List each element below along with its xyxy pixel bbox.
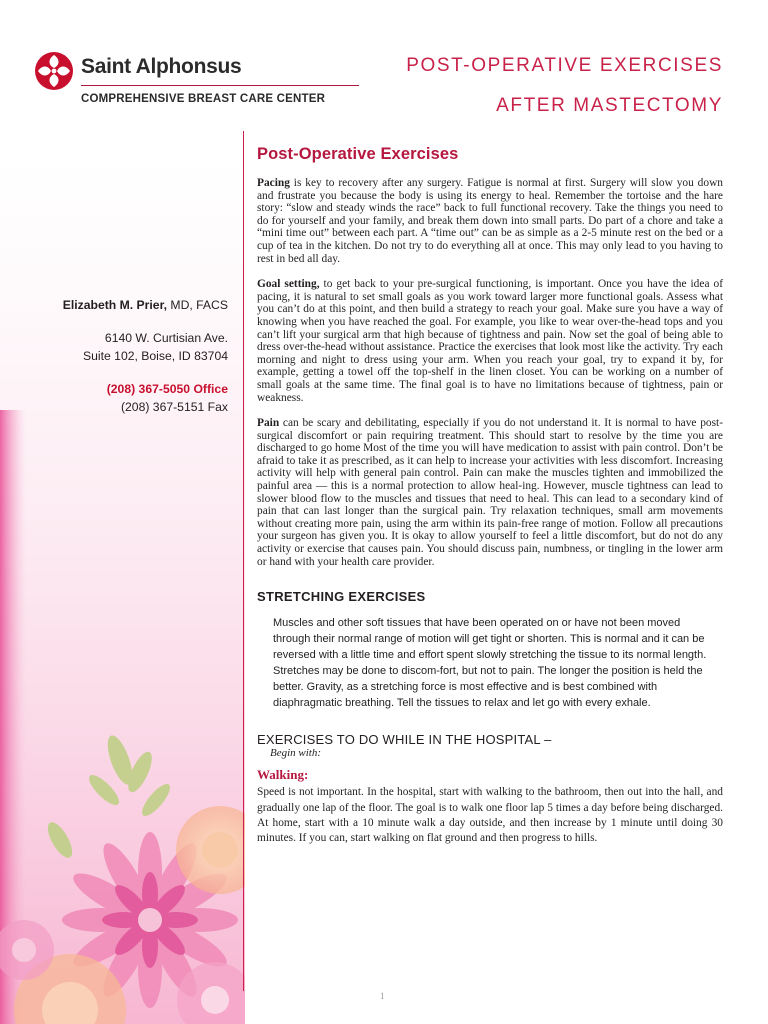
goal-lead: Goal setting, [257,278,320,291]
walking-text: Speed is not important. In the hospital, start with walking to the bathroom, then out into the hall, and gradually one lap of the floor. The goal is to walk one floor lap 5 times a day before being discharged. At home, start with a 10 minute walk a day outside, and then increase by 1 minute until doing 30 minutes. If you can, start walking on flat ground and then progress to hills. [257,786,723,845]
floral-sidebar-background [0,160,245,1024]
page-number: 1 [380,991,385,1001]
logo-name: Saint Alphonsus [81,55,242,78]
document-title [406,46,723,126]
hospital-exercises-title: EXERCISES TO DO WHILE IN THE HOSPITAL – [257,732,552,748]
fax-number: (208) 367-5151 Fax [120,400,228,414]
logo-subtitle: COMPREHENSIVE BREAST CARE CENTER [81,93,326,105]
office-phone: (208) 367-5050 Office [106,382,228,396]
physician-credentials: MD, FACS [167,298,228,312]
document-title-line1: POST-OPERATIVE EXERCISES [406,55,723,76]
stretching-text: Muscles and other soft tissues that have been operated on or have not been moved through their normal range of motion will get tight or shorten. This is normal and it can be reversed with a little time and effort spent slowly stretching the tissue to its normal length. Stretches may be done to discom-fort, but not to pain. The longer the position is held the better. Gravity, as a stretching force is most effective and is best combined with diaphragmatic breathing. Tell the tissues to relax and let go with every exhale. [273,617,707,710]
pacing-lead: Pacing [257,177,290,189]
goal-text: to get back to your pre-surgical functioning, is important. Once you have the idea of pacing, it is natural to set small goals as you work toward larger more functional goals. Assess what you can’t do at this point, and then build a strategy to reach your goal. Make sure you have a way of knowing when you have reached the goal. For example, you like to wear over-the-head tops and you can’t lift your surgical arm that high because of tightness and pain. Now set the goal of being able to dress over-the-head without assistance. Practice the exercises that look most like the activity. Try each morning and night to dress using your arm. When you reach your goal, try to expand it by, for example, getting a towel off the top-shelf in the linen closet. You can be working on a number of small goals at the same time. The final goal is to have no limitations because of tightness, pain or weakness. [257,278,723,404]
stretching-title: STRETCHING EXERCISES [257,589,426,605]
main-content [257,145,723,847]
contact-block [20,296,228,416]
physician-name-line [20,296,228,314]
goal-paragraph [257,278,723,404]
physician-name: Elizabeth M. Prier, [62,298,168,312]
walking-title: Walking: [257,767,309,783]
pain-text: can be scary and debilitating, especially if you do not understand it. It is normal to have post-surgical discomfort or pain requiring treatment. This should start to resolve by the time you are discharged to go home Most of the time you will have medication to assist with pain control. Don’t be afraid to take it as prescribed, as it can help to increase your activities with less discomfort. Increasing activity will help with general pain control. Pain can make the muscles tighten and immobilized the painful area — this is a normal protection to allow heal-ing. However, muscle tightness can lead to slower blood flow to the muscles and tissues that need to heal. This can lead to a secondary kind of pain that can last longer than the surgical pain. Try relaxation techniques, small arm movements without creating more pain, using the arm within its pain-free range of motion. Follow all precautions your surgeon has given you. It is okay to allow yourself to feel a little discomfort, but do not do any activity or exercise that causes pain. You should discuss pain, numbness, or tingling in the lower arm or hand with your health care provider. [257,417,723,568]
saint-alphonsus-cross-logo-icon [33,50,75,92]
pain-paragraph [257,417,723,568]
column-divider [243,131,244,991]
pain-lead: Pain [257,417,280,430]
section-title: Post-Operative Exercises [257,145,459,163]
pacing-paragraph [257,177,723,265]
begin-with-label: Begin with: [270,747,322,760]
floral-illustration-icon [0,160,245,1024]
pacing-text: is key to recovery after any surgery. Fatigue is normal at first. Surgery will slow you down and frustrate you because the body is using its energy to heal. Remember the tortoise and the hare story: “slow and steady winds the race” back to full functional recovery. Take the things you need to do for yourself and your family, and break them down into small parts. Do part of a chore and take a “mini time out” between each part. A “time out” can be as simple as a 2-5 minute rest on the bed or a cup of tea in the kitchen. Do not try to do everything all at once. This may only lead to you having to rest in bed all day. [257,177,723,265]
address-line1: 6140 W. Curtisian Ave. [104,331,228,345]
logo-rule [81,85,359,86]
document-title-line2: AFTER MASTECTOMY [496,95,723,116]
address-line2: Suite 102, Boise, ID 83704 [83,349,228,363]
